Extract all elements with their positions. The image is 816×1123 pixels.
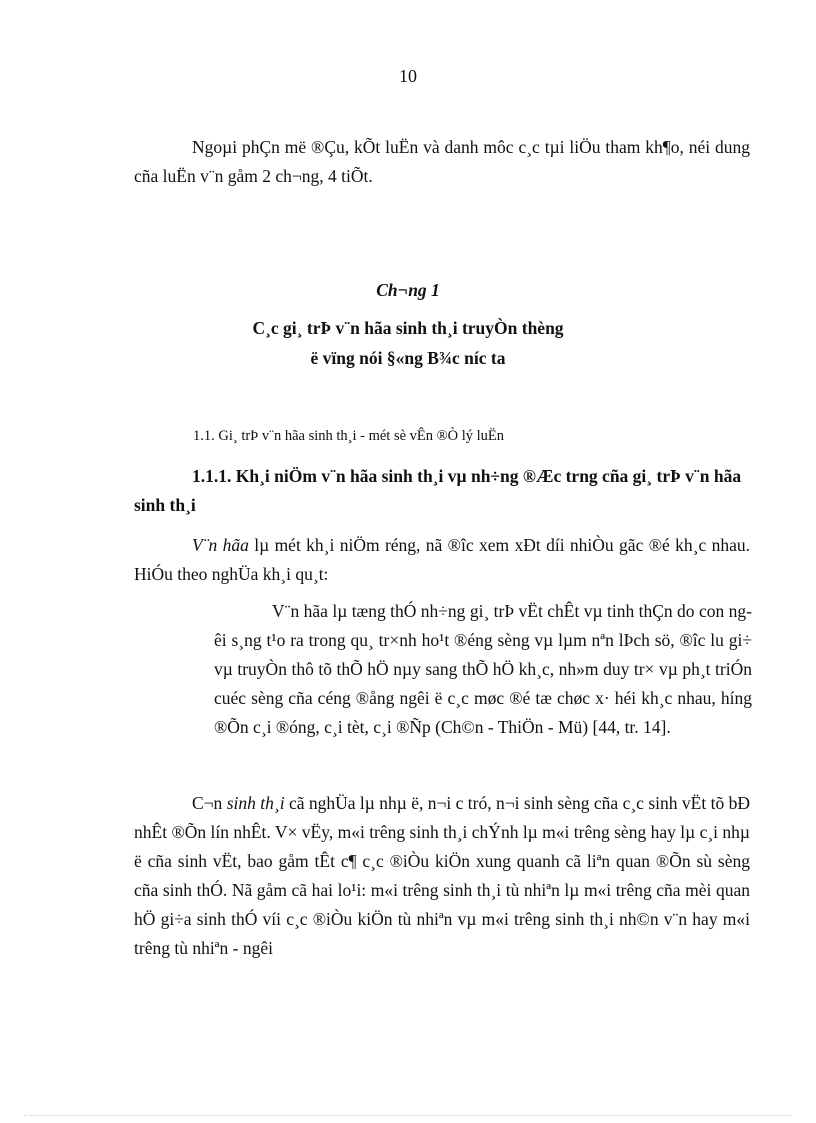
chapter-label: Ch¬ng 1 [376, 280, 440, 300]
definition-paragraph [134, 531, 750, 589]
page-bottom-divider [24, 1115, 792, 1116]
chapter-title-line-2: ë vïng nói §«ng B¾c níc ta [310, 348, 506, 368]
block-quote: V¨n hãa lµ tæng thÓ nh÷ng gi¸ trÞ vËt chÊt vµ tinh thÇn do con ngêi s¸ng t¹o ra trong qu¸ tr×nh ho¹t ®éng sèng vµ lµm nªn lÞch sö, ®îc lu gi÷ vµ truyÒn thô tõ thÕ hÖ nµy sang thÕ hÖ kh¸c, nh»m duy tr× vµ ph¸t triÓn cuéc sèng cña céng ®ång ngêi ë c¸c møc ®é tæ chøc x· héi kh¸c nhau, híng ®Õn c¸i ®óng, c¸i tèt, c¸i ®Ñp (Ch©n - ThiÖn - Mü) [44, tr. 14]. [214, 601, 752, 737]
ecology-text: cã nghÜa lµ nhµ ë, n¬i c tró, n¬i sinh sèng cña c¸c sinh vËt tõ bÐ nhÊt ®Õn lín nhÊt. V× vËy, m«i trêng sinh th¸i chÝnh lµ m«i trêng sèng hay lµ c¸i nhµ ë cña sinh vËt, bao gåm tÊt c¶ c¸c ®iÒu kiÖn xung quanh cã liªn quan ®Õn sù sèng cña sinh thÓ. Nã gåm cã hai lo¹i: m«i trêng sinh th¸i tù nhiªn lµ m«i trêng cña mèi quan hÖ gi÷a sinh thÓ víi c¸c ®iÒu kiÖn tù nhiªn vµ m«i trêng sinh th¸i nh©n v¨n hay m«i trêng tù nhiªn - ngêi [134, 793, 750, 958]
page-number: 10 [399, 66, 417, 86]
chapter-title-line-1: C¸c gi¸ trÞ v¨n hãa sinh th¸i truyÒn thèng [252, 318, 564, 338]
subsection-heading: 1.1.1. Kh¸i niÖm v¨n hãa sinh th¸i vµ nh÷ng ®Æc trng cña gi¸ trÞ v¨n hãa sinh th¸i [134, 466, 742, 515]
section-heading: 1.1. Gi¸ trÞ v¨n hãa sinh th¸i - mét sè vÊn ®Ò lý luËn [193, 428, 505, 444]
term-sinh-thai: sinh th¸i [226, 793, 285, 813]
ecology-lead: C¬n [192, 793, 227, 813]
definition-text: lµ mét kh¸i niÖm réng, nã ®îc xem xÐt díi nhiÒu gãc ®é kh¸c nhau. HiÓu theo nghÜa kh¸i qu¸t: [134, 535, 750, 584]
ecology-paragraph [134, 789, 750, 963]
intro-paragraph: Ngoµi phÇn më ®Çu, kÕt luËn và danh môc c¸c tµi liÖu tham kh¶o, néi dung cña luËn v¨n gåm 2 ch¬ng, 4 tiÕt. [134, 137, 750, 186]
term-van-hoa: V¨n hãa [192, 535, 249, 555]
